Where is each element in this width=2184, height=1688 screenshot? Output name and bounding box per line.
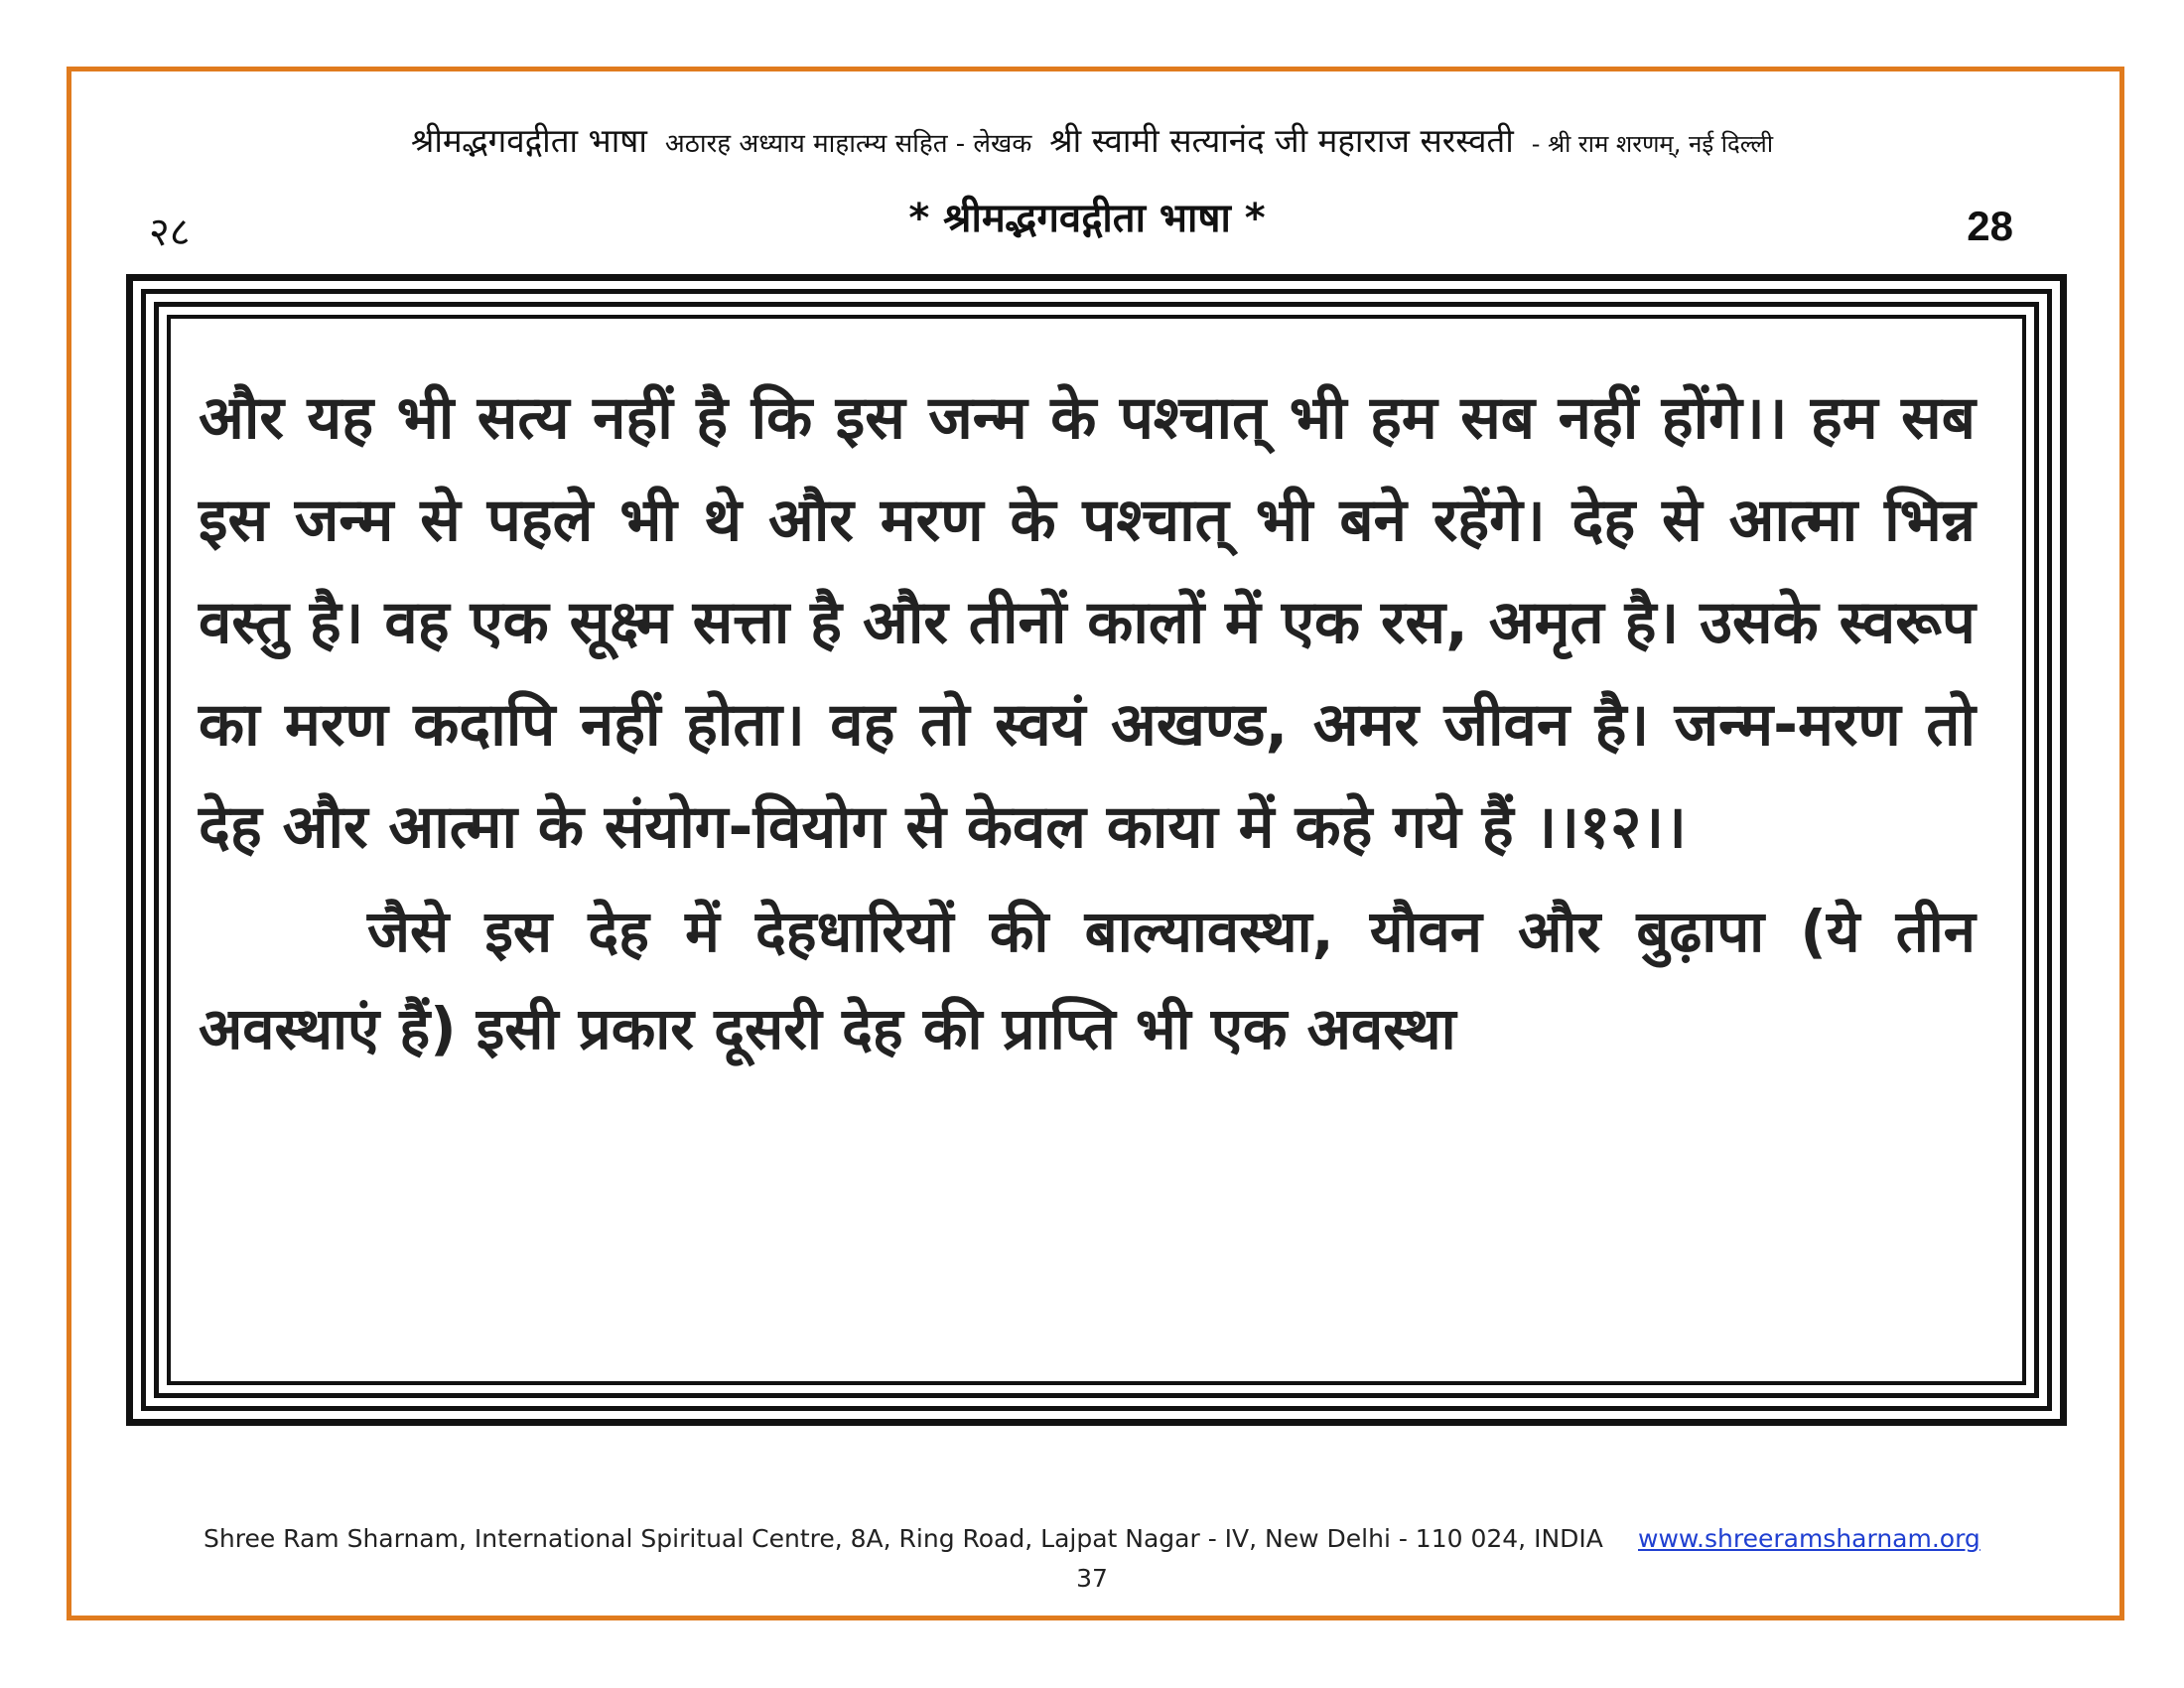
- footer-address: Shree Ram Sharnam, International Spiritual Centre, 8A, Ring Road, Lajpat Nagar - IV, New Delhi - 110 024, INDIA: [204, 1524, 1603, 1553]
- page-title: * श्रीमद्भगवद्गीता भाषा *: [908, 196, 1266, 241]
- document-header: [99, 117, 2085, 173]
- page-number-devanagari: २८: [149, 210, 191, 255]
- organization-name: - श्री राम शरणम्, नई दिल्ली: [1531, 130, 1774, 158]
- book-title: श्रीमद्भगवद्गीता भाषा: [410, 121, 647, 160]
- book-subtitle: अठारह अध्याय माहात्म्य सहित - लेखक: [664, 129, 1032, 159]
- paragraph-verse-12: और यह भी सत्य नहीं है कि इस जन्म के पश्चात् भी हम सब नहीं होंगे।। हम सब इस जन्म से पहले भी थे और मरण के पश्चात् भी बने रहेंगे। देह से आत्मा भिन्न वस्तु है। वह एक सूक्ष्म सत्ता है और तीनों कालों में एक रस, अमृत है। उसके स्वरूप का मरण कदापि नहीं होता। वह तो स्वयं अखण्ड, अमर जीवन है। जन्म-मरण तो देह और आत्मा के संयोग-वियोग से केवल काया में कहे गये हैं ।।१२।।: [199, 383, 1976, 862]
- paragraph-verse-13: जैसे इस देह में देहधारियों की बाल्यावस्था, यौवन और बुढ़ापा (ये तीन अवस्थाएं हैं) इसी प्रकार दूसरी देह की प्राप्ति भी एक अवस्था: [199, 898, 1976, 1062]
- scripture-text: [199, 367, 1976, 1077]
- page-number-arabic: 28: [1967, 203, 2013, 249]
- website-link[interactable]: www.shreeramsharnam.org: [1638, 1524, 1980, 1553]
- author-name: श्री स्वामी सत्यानंद जी महाराज सरस्वती: [1049, 121, 1514, 160]
- page-heading-row: [149, 189, 2025, 258]
- footer-page-number: 37: [1076, 1564, 1108, 1593]
